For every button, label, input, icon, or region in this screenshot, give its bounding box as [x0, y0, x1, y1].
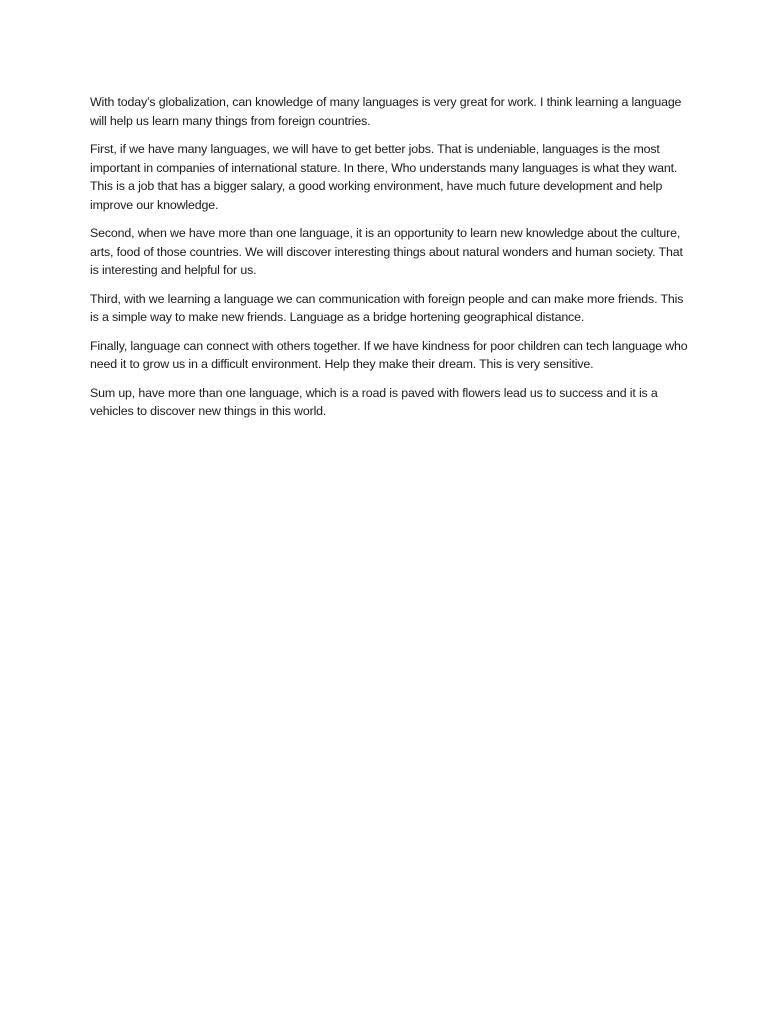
paragraph-third: Third, with we learning a language we can communication with foreign people and can make more friends. This is a simple way to make new friends. Language as a bridge hortening geographical distance.	[90, 291, 684, 324]
paragraph-intro: With today’s globalization, can knowledge of many languages is very great for work. I think learning a language will help us learn many things from foreign countries.	[90, 95, 682, 128]
paragraph-second: Second, when we have more than one language, it is an opportunity to learn new knowledge about the culture, arts, food of those countries. We will discover interesting things about natural wonders and human society. That is interesting and helpful for us.	[90, 226, 683, 277]
paragraph-conclusion: Sum up, have more than one language, which is a road is paved with flowers lead us to success and it is a vehicles to discover new things in this world.	[90, 385, 658, 418]
paragraph-finally: Finally, language can connect with others together. If we have kindness for poor children can tech language who need it to grow us in a difficult environment. Help they make their dream. This is very sensitive.	[90, 338, 688, 371]
essay-body	[90, 93, 690, 431]
paragraph-first: First, if we have many languages, we will have to get better jobs. That is undeniable, languages is the most important in companies of international stature. In there, Who understands many languages is what they want. This is a job that has a bigger salary, a good working environment, have much future development and help improve our knowledge.	[90, 142, 678, 212]
